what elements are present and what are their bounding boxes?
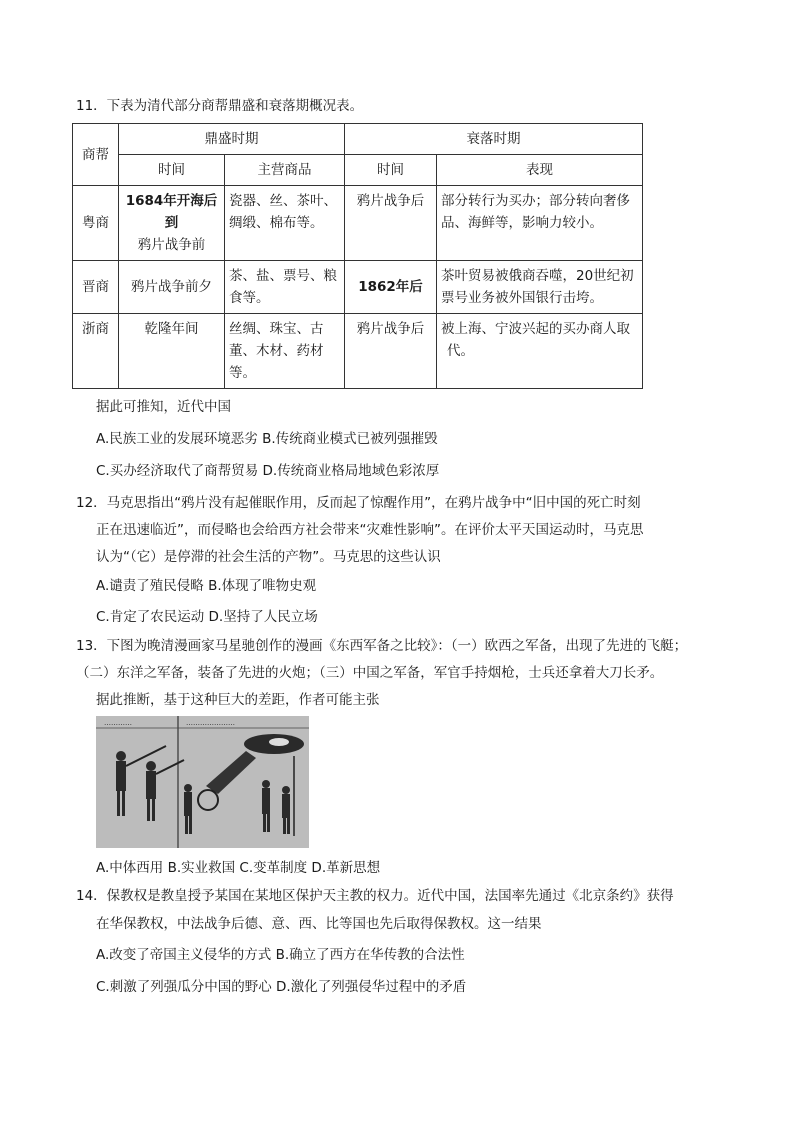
header-decline: 衰落时期 (345, 124, 643, 155)
q11-options-cd: C.买办经济取代了商帮贸易 D.传统商业格局地域色彩浓厚 (96, 463, 440, 479)
guild-name: 浙商 (73, 314, 119, 389)
q14-line2: 在华保教权，中法战争后德、意、西、比等国也先后取得保教权。这一结果 (96, 916, 542, 932)
table-row (73, 261, 643, 314)
main-goods: 茶、盐、票号、粮 食等。 (225, 261, 345, 314)
q11-stem: 11．下表为清代部分商帮鼎盛和衰落期概况表。 (76, 98, 364, 114)
q12-options-ab: A.谴责了殖民侵略 B.体现了唯物史观 (96, 578, 317, 594)
merchant-guild-table (72, 123, 643, 389)
performance: 部分转行为买办；部分转向奢侈 品、海鲜等，影响力较小。 (437, 186, 643, 261)
table-row (73, 186, 643, 261)
table-row (73, 314, 643, 389)
svg-text:…………: ………… (104, 719, 132, 727)
q14-line1: 14．保教权是教皇授予某国在某地区保护天主教的权力。近代中国，法国率先通过《北京条约》获得 (76, 888, 674, 904)
q12-line1: 12．马克思指出“鸦片没有起催眠作用，反而起了惊醒作用”，在鸦片战争中“旧中国的死亡时刻 (76, 495, 641, 511)
guild-name: 粤商 (73, 186, 119, 261)
q13-options: A.中体西用 B.实业救国 C.变革制度 D.革新思想 (96, 860, 381, 876)
q11-options-ab: A.民族工业的发展环境恶劣 B.传统商业模式已被列强摧毁 (96, 431, 438, 447)
military-comparison-cartoon (96, 716, 309, 848)
performance: 被上海、宁波兴起的买办商人取 代。 (437, 314, 643, 389)
q13-line1: 13．下图为晚清漫画家马星驰创作的漫画《东西军备之比较》：（一）欧西之军备，出现了先进的飞艇； (76, 638, 688, 654)
svg-text:…………………: ………………… (186, 719, 235, 727)
q14-options-ab: A.改变了帝国主义侵华的方式 B.确立了西方在华传教的合法性 (96, 947, 465, 963)
peak-time: 1684年开海后到 鸦片战争前 (119, 186, 225, 261)
decline-time: 鸦片战争后 (345, 314, 437, 389)
q13-line2: （二）东洋之军备，装备了先进的火炮；（三）中国之军备，军官手持烟枪，士兵还拿着大刀长矛。 (76, 665, 664, 681)
header-guild: 商帮 (73, 124, 119, 186)
q13-line3: 据此推断，基于这种巨大的差距，作者可能主张 (96, 692, 380, 708)
performance: 茶叶贸易被俄商吞噬，20世纪初 票号业务被外国银行击垮。 (437, 261, 643, 314)
peak-time: 乾隆年间 (119, 314, 225, 389)
q12-line2: 正在迅速临近”，而侵略也会给西方社会带来“灾难性影响”。在评价太平天国运动时，马克思 (96, 522, 644, 538)
main-goods: 瓷器、丝、茶叶、 绸缎、棉布等。 (225, 186, 345, 261)
q14-options-cd: C.刺激了列强瓜分中国的野心 D.激化了列强侵华过程中的矛盾 (96, 979, 467, 995)
q12-line3: 认为“（它）是停滞的社会生活的产物”。马克思的这些认识 (96, 549, 441, 565)
peak-time: 鸦片战争前夕 (119, 261, 225, 314)
decline-time: 1862年后 (345, 261, 437, 314)
guild-name: 晋商 (73, 261, 119, 314)
subheader-goods: 主营商品 (225, 155, 345, 186)
subheader-performance: 表现 (437, 155, 643, 186)
subheader-time: 时间 (119, 155, 225, 186)
header-peak: 鼎盛时期 (119, 124, 345, 155)
subheader-time2: 时间 (345, 155, 437, 186)
q11-prompt: 据此可推知，近代中国 (96, 399, 231, 415)
decline-time: 鸦片战争后 (345, 186, 437, 261)
q12-options-cd: C.肯定了农民运动 D.坚持了人民立场 (96, 609, 318, 625)
cartoon-drawing (96, 716, 309, 848)
main-goods: 丝绸、珠宝、古 董、木材、药材 等。 (225, 314, 345, 389)
